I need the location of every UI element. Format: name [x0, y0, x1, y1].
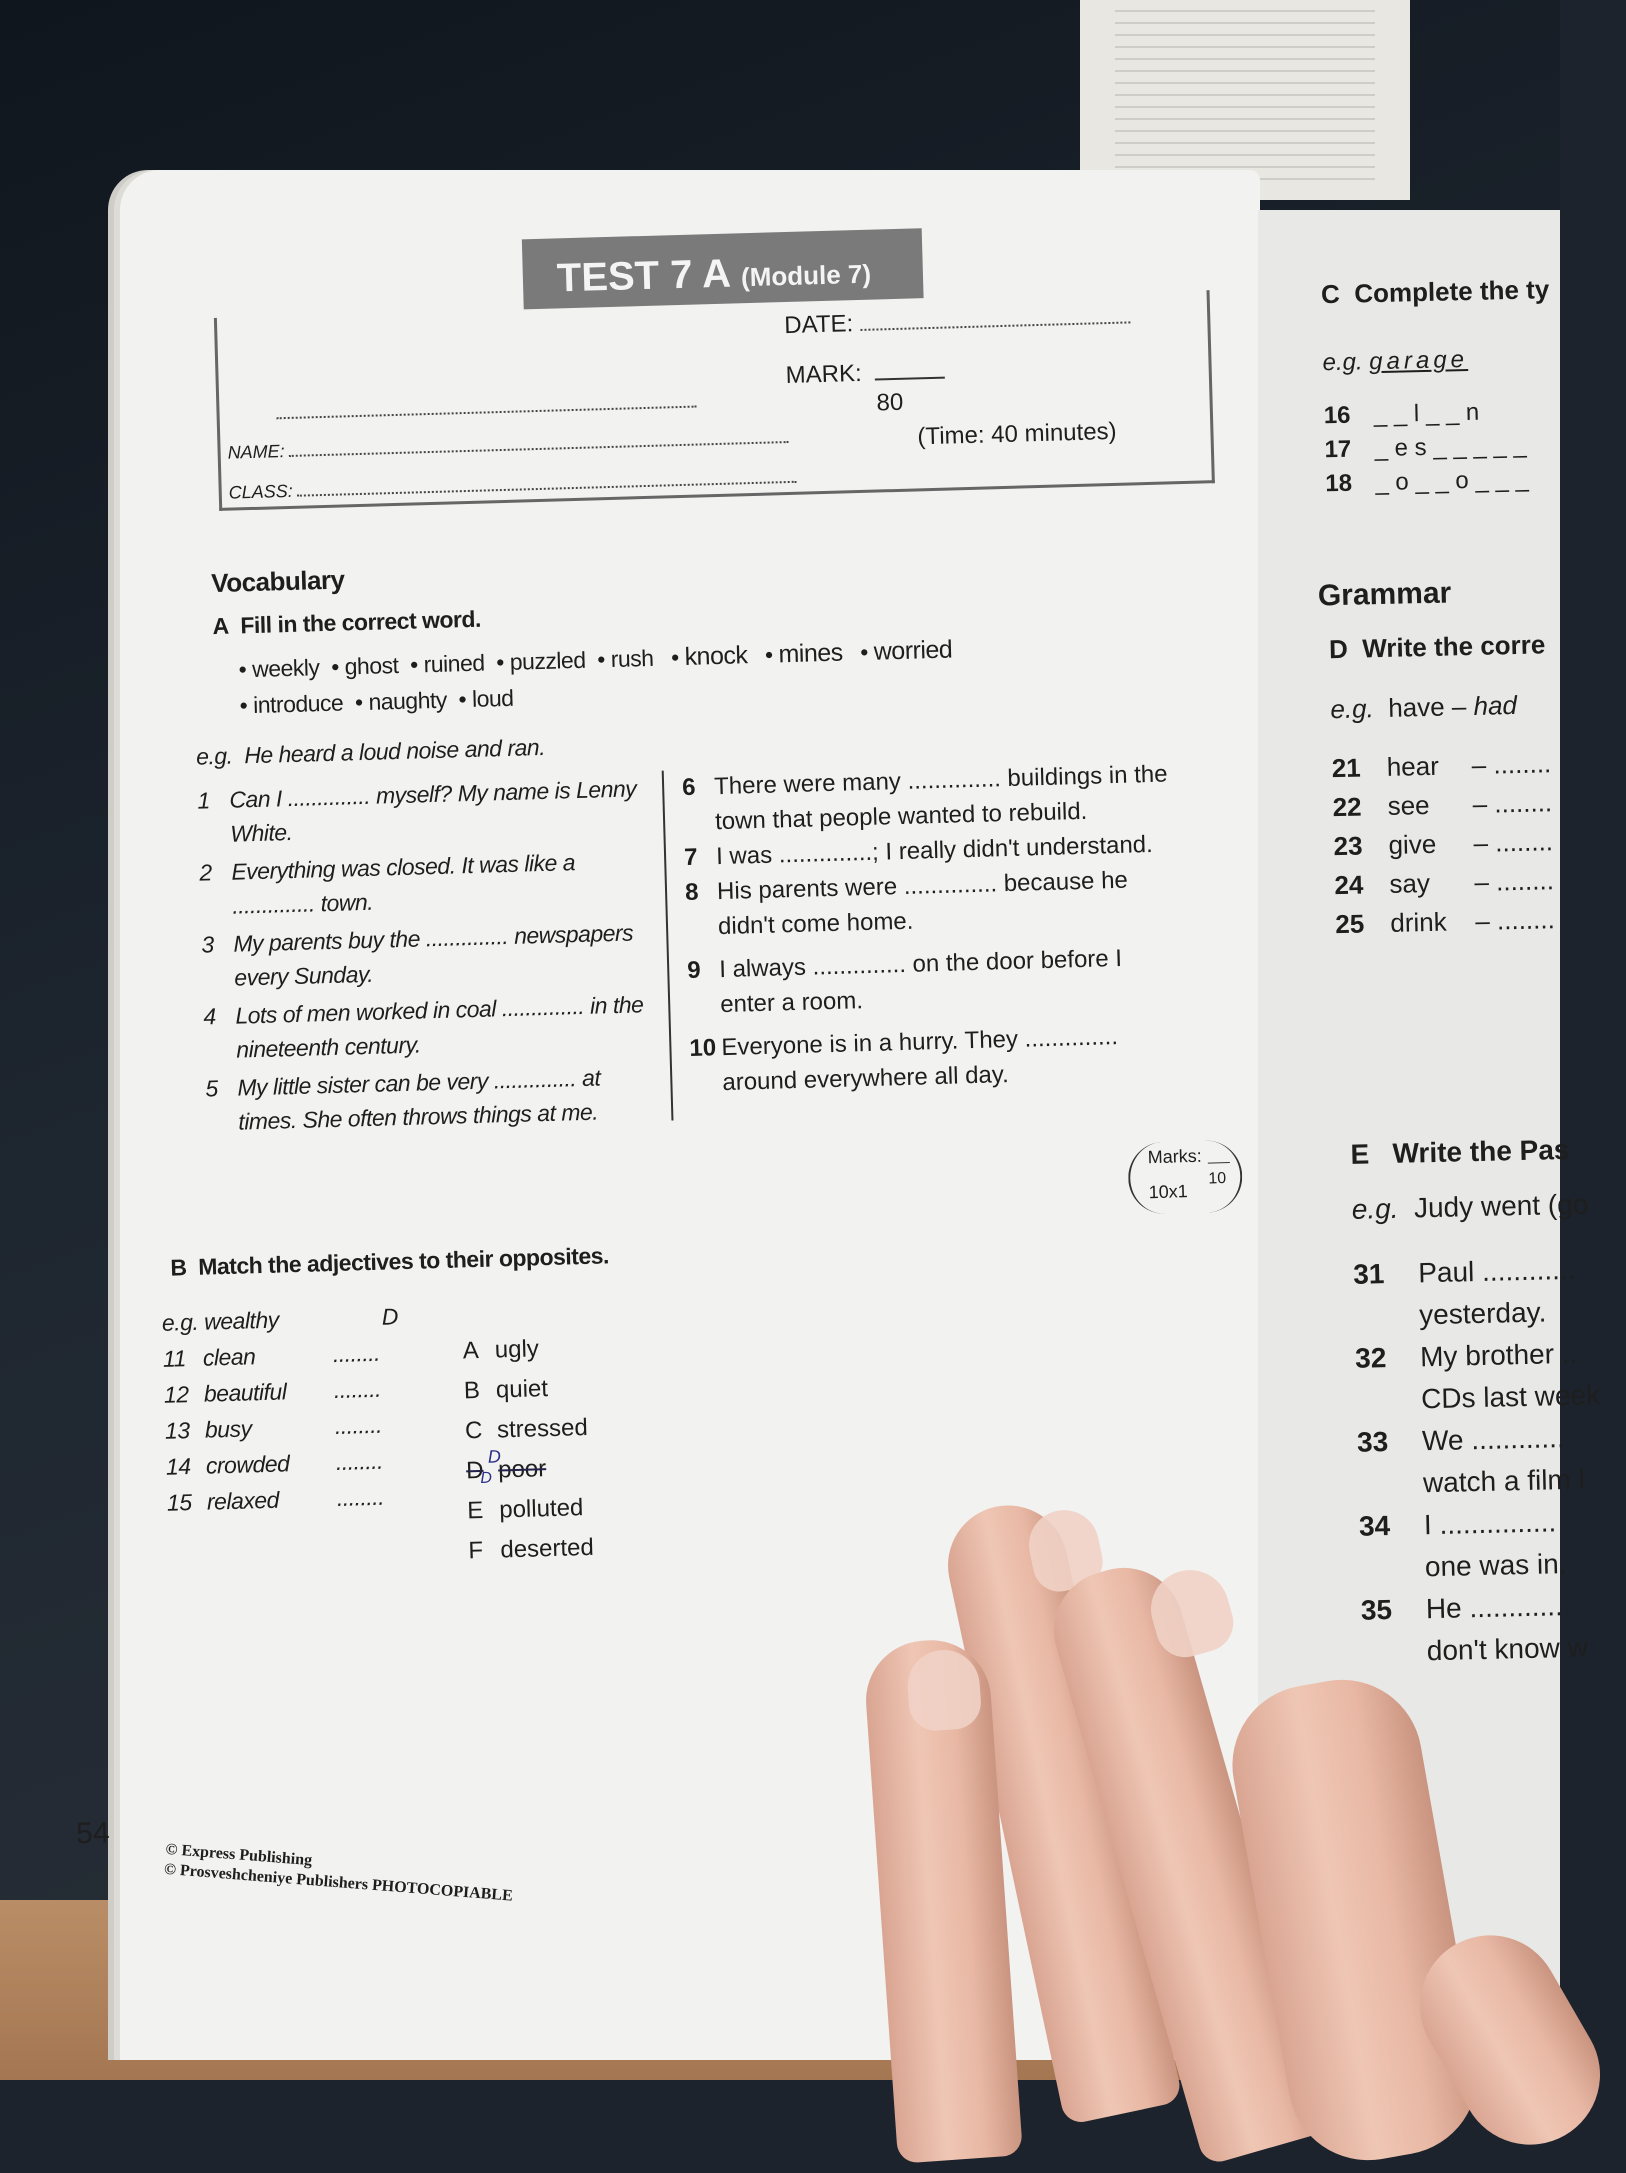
vocab-example: [196, 734, 546, 771]
hand-image: [880, 1480, 1580, 2100]
item-text-cont: one was in.: [1424, 1548, 1567, 1583]
example-answer: D: [381, 1303, 399, 1330]
option-word: polluted: [498, 1494, 584, 1524]
item-number: 24: [1334, 869, 1364, 901]
d-item-24[interactable]: 24 say – ........: [1334, 861, 1554, 905]
name-label: NAME:: [227, 441, 285, 463]
item-text: Everything was closed. It was like a: [230, 849, 576, 885]
option-a: [462, 1326, 663, 1372]
answer-blank[interactable]: ........: [332, 1339, 381, 1368]
item-number: 6: [681, 773, 696, 802]
task-b-title: Match the adjectives to their opposites.: [197, 1242, 610, 1280]
item-text: He ............: [1425, 1590, 1564, 1625]
marks-label: Marks:: [1147, 1145, 1202, 1168]
word-ghost: ghost: [344, 651, 399, 680]
item-text: I ...............: [1423, 1506, 1557, 1541]
page-number: 54: [75, 1816, 110, 1851]
item-number: 17: [1324, 435, 1352, 464]
option-f: [468, 1526, 669, 1572]
task-e-letter: E: [1350, 1138, 1370, 1170]
item-number: 32: [1354, 1342, 1387, 1374]
grammar-heading: Grammar: [1317, 576, 1452, 613]
task-e-heading: [1350, 1134, 1570, 1171]
option-b: [463, 1366, 664, 1412]
item-pattern: _ _ l _ _ n: [1373, 398, 1480, 429]
vocab-item-9[interactable]: [687, 939, 1209, 1023]
word-introduce: introduce: [252, 689, 344, 719]
item-number: 34: [1358, 1510, 1391, 1542]
task-c-heading: [1321, 274, 1550, 310]
word-worried: worried: [873, 635, 953, 666]
option-letter: F: [468, 1536, 484, 1565]
item-text: I always .............. on the door before I: [718, 944, 1123, 984]
item-text: Everyone is in a hurry. They ..............: [721, 1023, 1119, 1062]
item-number: 22: [1332, 791, 1362, 823]
vocab-item-8[interactable]: [685, 861, 1207, 945]
option-e: [467, 1486, 668, 1532]
item-number: 12: [163, 1381, 189, 1408]
option-word: deserted: [500, 1533, 595, 1564]
item-pattern: _ o _ _ o _ _ _: [1374, 465, 1530, 497]
item-text-cont: town that people wanted to rebuild.: [714, 797, 1088, 836]
example-label: e.g.: [161, 1308, 199, 1336]
word-bank-row2: • introduce • naughty • loud: [239, 684, 514, 719]
item-word: say: [1389, 867, 1431, 899]
d-item-23[interactable]: 23 give – ........: [1333, 822, 1553, 866]
task-a-heading: [212, 606, 481, 640]
item-text: My brother ..: [1419, 1337, 1578, 1373]
option-d: [466, 1446, 667, 1492]
answer-blank[interactable]: ........: [336, 1483, 385, 1512]
vocabulary-heading: Vocabulary: [210, 564, 345, 599]
word-bank-row1: • weekly • ghost • ruined • puzzled • rush • knock • mines • worried: [238, 635, 953, 683]
option-letter: C: [464, 1416, 483, 1445]
item-word: clean: [202, 1343, 256, 1371]
pen-mark: D: [487, 1446, 502, 1467]
item-number: 9: [686, 956, 702, 985]
item-number: 31: [1352, 1258, 1385, 1290]
item-number: 3: [201, 931, 215, 958]
item-text: Lots of men worked in coal .............. in the: [235, 991, 644, 1029]
match-options: [462, 1326, 669, 1571]
task-d-letter: D: [1328, 633, 1349, 665]
option-word: stressed: [496, 1413, 589, 1444]
option-letter: A: [462, 1337, 480, 1365]
item-text-cont: White.: [229, 819, 293, 847]
task-a-letter: A: [212, 612, 229, 640]
task-e-example: [1351, 1188, 1588, 1225]
task-a-title: Fill in the correct word.: [240, 605, 482, 639]
copyright: [163, 1840, 515, 1907]
word-ruined: ruined: [423, 649, 485, 678]
copyright-line-1: © Express Publishing: [164, 1840, 313, 1870]
item-text: My little sister can be very .............. at: [237, 1064, 601, 1101]
task-c-letter: C: [1320, 278, 1341, 310]
copyright-line-2: © Prosveshcheniye Publishers PHOTOCOPIABLE: [163, 1860, 514, 1905]
item-text-cont: every Sunday.: [233, 960, 374, 991]
vocab-item-1[interactable]: [197, 771, 659, 852]
item-text-cont: don't know w: [1426, 1631, 1589, 1667]
task-d-title: Write the corre: [1361, 629, 1546, 664]
item-word: beautiful: [203, 1378, 287, 1407]
item-text-cont: nineteenth century.: [235, 1031, 422, 1063]
example-label: e.g.: [1351, 1192, 1399, 1225]
item-word: drink: [1389, 906, 1447, 938]
item-word: give: [1388, 828, 1437, 860]
task-d-items: [1331, 744, 1555, 944]
option-letter: B: [463, 1376, 481, 1405]
item-number: 14: [165, 1453, 191, 1480]
item-text-cont: times. She often throws things at me.: [237, 1098, 599, 1135]
task-e-title: Write the Pas: [1392, 1133, 1570, 1169]
item-text-cont: didn't come home.: [717, 907, 914, 941]
c-item-17[interactable]: [1324, 429, 1528, 468]
item-number: 5: [205, 1075, 219, 1102]
item-word: busy: [204, 1415, 252, 1443]
date-line[interactable]: [860, 321, 1130, 331]
mark-label: MARK:: [785, 359, 863, 390]
pen-mark: D: [480, 1469, 493, 1487]
item-number: 23: [1333, 830, 1363, 862]
word-mines: mines: [778, 638, 844, 669]
item-number: 25: [1334, 908, 1365, 940]
date-label: DATE:: [783, 310, 854, 340]
example-word: garage: [1368, 345, 1469, 376]
vocab-item-10[interactable]: [689, 1016, 1211, 1100]
vocab-item-5[interactable]: [205, 1059, 667, 1140]
item-word: see: [1387, 789, 1430, 821]
example-word: wealthy: [203, 1306, 279, 1335]
item-number: 33: [1356, 1426, 1389, 1458]
item-text: There were many .............. buildings in the: [713, 760, 1168, 801]
item-text: I was ..............; I really didn't understand.: [715, 830, 1154, 871]
item-number: 16: [1323, 401, 1351, 430]
example-sentence: Judy went (go: [1413, 1188, 1589, 1224]
option-letter: E: [466, 1496, 484, 1525]
item-pattern: _ e s _ _ _ _ _: [1374, 431, 1527, 463]
d-item-22[interactable]: 22 see – ........: [1332, 783, 1552, 827]
marks-total: 10: [1208, 1170, 1227, 1188]
item-word: hear: [1386, 750, 1440, 782]
item-number: 13: [164, 1417, 190, 1444]
test-title: TEST 7 A: [556, 251, 732, 301]
marks-formula: 10x1: [1148, 1181, 1188, 1203]
item-number: 21: [1331, 752, 1362, 784]
c-item-16[interactable]: [1323, 395, 1527, 434]
vocab-item-4[interactable]: [203, 987, 665, 1068]
task-c-items: [1323, 395, 1529, 502]
word-naughty: naughty: [368, 686, 448, 715]
task-b-letter: B: [170, 1254, 187, 1281]
item-text-cont: CDs last week: [1420, 1379, 1601, 1415]
word-knock: knock: [684, 641, 748, 671]
item-word: relaxed: [206, 1486, 280, 1515]
vocab-right-column: [682, 756, 1211, 1101]
option-letter: D: [465, 1456, 484, 1485]
item-text: We ............: [1421, 1422, 1565, 1457]
item-text-cont: enter a room.: [719, 987, 864, 1019]
example-label: e.g.: [195, 742, 233, 770]
word-weekly: weekly: [251, 654, 320, 683]
item-number: 18: [1325, 469, 1353, 498]
test-title-banner: [522, 228, 924, 309]
test-module: (Module 7): [740, 258, 872, 293]
time-limit: (Time: 40 minutes): [917, 417, 1117, 451]
e-item-31[interactable]: [1353, 1248, 1599, 1338]
item-number: 8: [684, 878, 699, 907]
option-word: ugly: [494, 1335, 540, 1364]
item-text-cont: yesterday.: [1418, 1296, 1547, 1331]
item-number: 10: [689, 1034, 717, 1062]
option-word: poor: [497, 1455, 547, 1484]
example-label: e.g.: [1330, 693, 1375, 725]
task-b-heading: [170, 1242, 609, 1281]
item-text-cont: watch a film l: [1422, 1463, 1586, 1499]
item-number: 15: [166, 1489, 192, 1516]
word-loud: loud: [471, 684, 514, 712]
task-c-example: [1322, 346, 1468, 377]
word-puzzled: puzzled: [509, 646, 586, 675]
example-label: e.g.: [1322, 348, 1363, 377]
task-c-title: Complete the ty: [1353, 274, 1550, 309]
vocab-item-2[interactable]: [199, 843, 661, 924]
example-answer: had: [1473, 689, 1518, 721]
option-word: quiet: [495, 1375, 549, 1404]
item-text-cont: around everywhere all day.: [722, 1061, 1010, 1097]
mark-total: 80: [876, 388, 904, 417]
d-item-21[interactable]: 21 hear – ........: [1331, 744, 1551, 788]
answer-blank[interactable]: ........: [333, 1375, 382, 1404]
example-word: have: [1387, 691, 1445, 723]
match-left-column: [161, 1296, 467, 1520]
c-item-18[interactable]: [1325, 463, 1529, 502]
item-text: His parents were .............. because he: [716, 866, 1129, 906]
item-number: 11: [162, 1345, 187, 1372]
e-item-32[interactable]: [1355, 1332, 1601, 1422]
item-text: Can I .............. myself? My name is Lenny: [228, 775, 637, 813]
item-number: 1: [196, 787, 211, 814]
item-number: 2: [198, 859, 213, 886]
item-number: 4: [203, 1003, 217, 1030]
item-word: crowded: [205, 1450, 290, 1479]
answer-blank[interactable]: ........: [334, 1411, 383, 1440]
answer-blank[interactable]: ........: [335, 1447, 384, 1476]
vocab-left-column: [197, 771, 667, 1140]
word-rush: rush: [610, 644, 654, 673]
vocab-item-3[interactable]: [201, 915, 663, 996]
item-text: My parents buy the .............. newspapers: [232, 919, 634, 957]
example-sentence: He heard a loud noise and ran.: [243, 733, 546, 769]
mark-field: [785, 358, 944, 390]
item-text-cont: .............. town.: [231, 888, 374, 919]
item-number: 7: [683, 843, 698, 872]
d-item-25[interactable]: 25 drink – ........: [1335, 900, 1555, 944]
match-item-15[interactable]: [166, 1476, 467, 1520]
class-label: CLASS:: [228, 480, 294, 503]
task-d-heading: [1329, 629, 1546, 665]
item-text: Paul ............: [1417, 1253, 1576, 1289]
item-number: 35: [1360, 1594, 1393, 1626]
task-d-example: e.g. have – had: [1330, 689, 1518, 725]
